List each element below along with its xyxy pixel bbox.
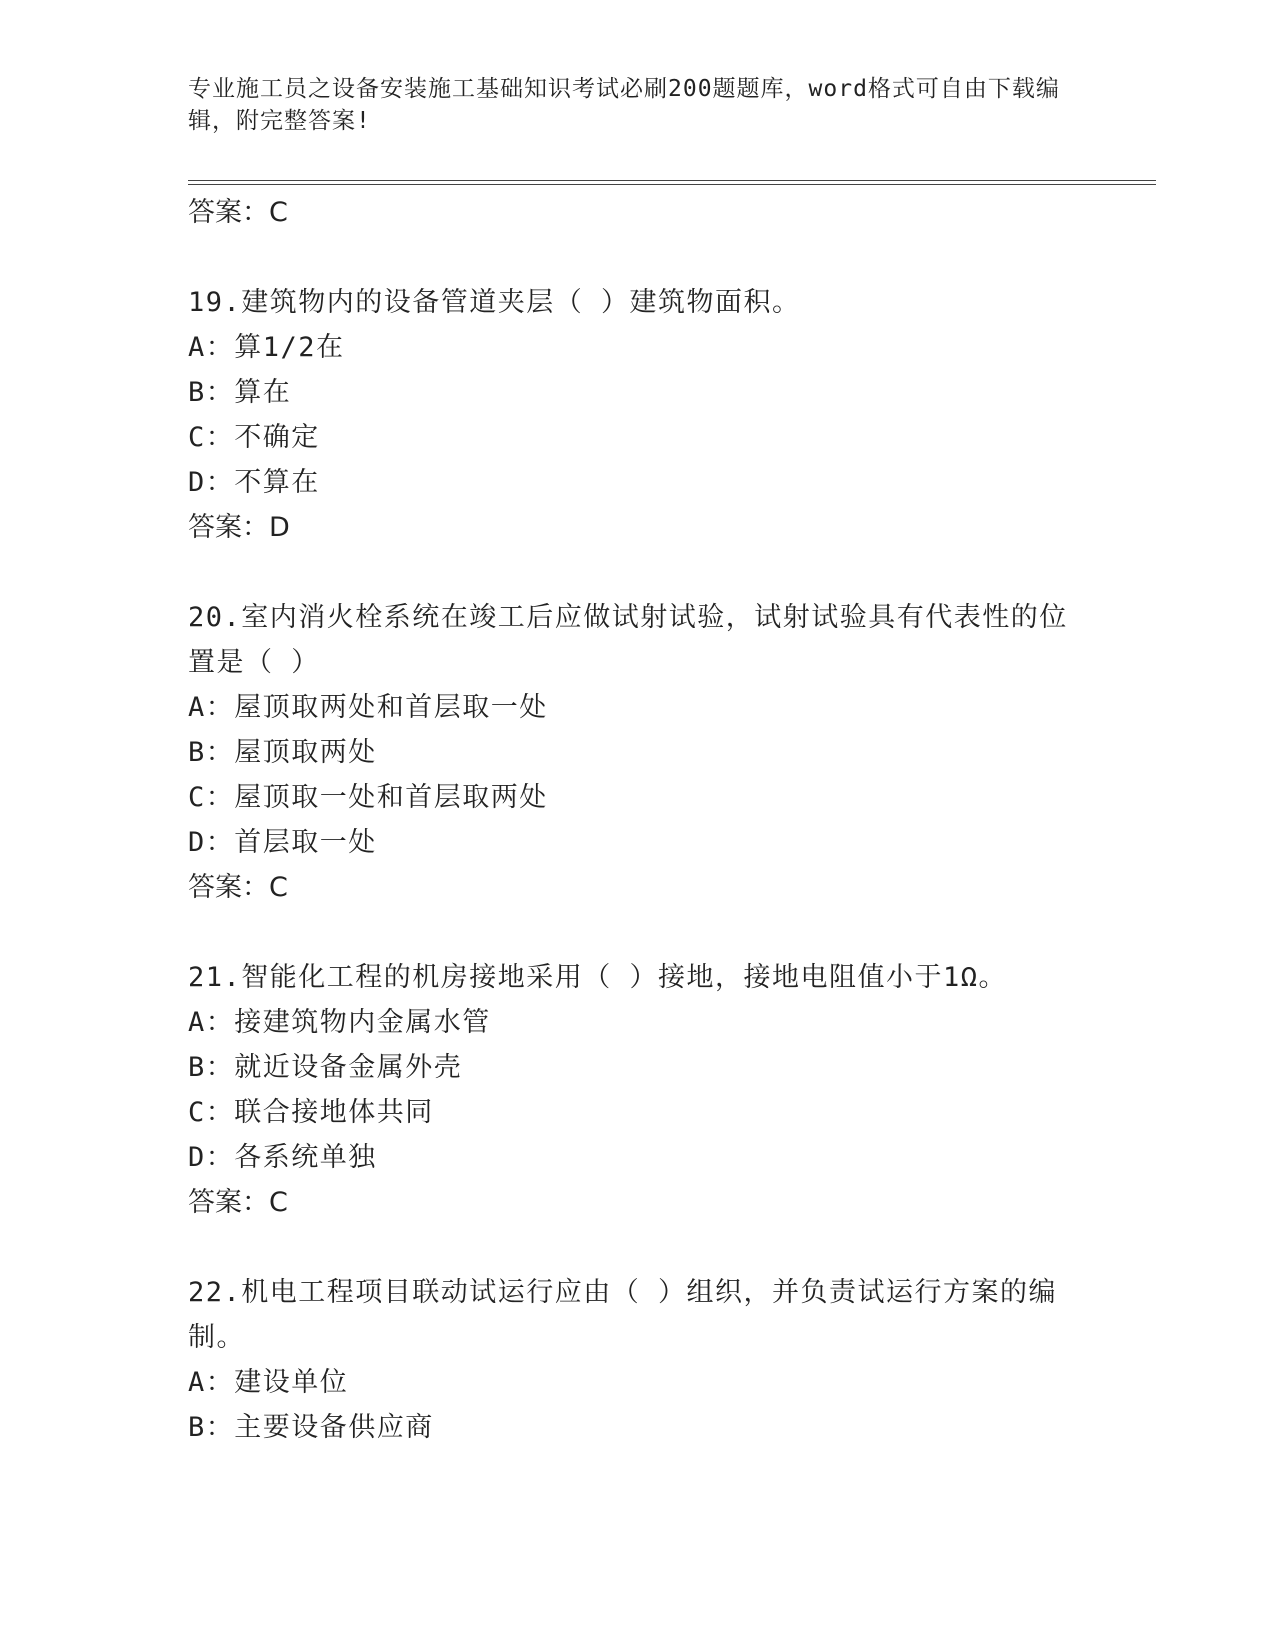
option-c: C：不确定 — [188, 422, 320, 453]
option-a: A：建设单位 — [188, 1367, 349, 1398]
option-d: D：各系统单独 — [188, 1142, 377, 1173]
header-divider — [188, 180, 1156, 185]
option-a: A：屋顶取两处和首层取一处 — [188, 692, 548, 723]
option-b: B：主要设备供应商 — [188, 1412, 434, 1443]
answer-line: 答案：D — [188, 512, 290, 543]
option-c: C：屋顶取一处和首层取两处 — [188, 782, 548, 813]
question-stem: 20.室内消火栓系统在竣工后应做试射试验，试射试验具有代表性的位置是（ ） — [188, 602, 1068, 678]
answer-line: 答案：C — [188, 872, 288, 903]
option-b: B：就近设备金属外壳 — [188, 1052, 463, 1083]
page-header: 专业施工员之设备安装施工基础知识考试必刷200题题库，word格式可自由下载编辑，附完整答案! — [188, 76, 1060, 134]
question-stem: 22.机电工程项目联动试运行应由（ ）组织，并负责试运行方案的编制。 — [188, 1277, 1058, 1353]
option-b: B：算在 — [188, 377, 292, 408]
question-block — [188, 1270, 1088, 1450]
question-stem: 19.建筑物内的设备管道夹层（ ）建筑物面积。 — [188, 287, 801, 318]
option-b: B：屋顶取两处 — [188, 737, 377, 768]
option-d: D：不算在 — [188, 467, 320, 498]
answer-line: 答案：C — [188, 197, 288, 228]
answer-line: 答案：C — [188, 1187, 288, 1218]
question-stem: 21.智能化工程的机房接地采用（ ）接地，接地电阻值小于1Ω。 — [188, 962, 1008, 993]
question-list — [188, 190, 1088, 1450]
option-c: C：联合接地体共同 — [188, 1097, 434, 1128]
option-d: D：首层取一处 — [188, 827, 377, 858]
question-block — [188, 280, 1088, 595]
question-block — [188, 955, 1088, 1270]
option-a: A：算1/2在 — [188, 332, 345, 363]
option-a: A：接建筑物内金属水管 — [188, 1007, 491, 1038]
question-block — [188, 595, 1088, 955]
